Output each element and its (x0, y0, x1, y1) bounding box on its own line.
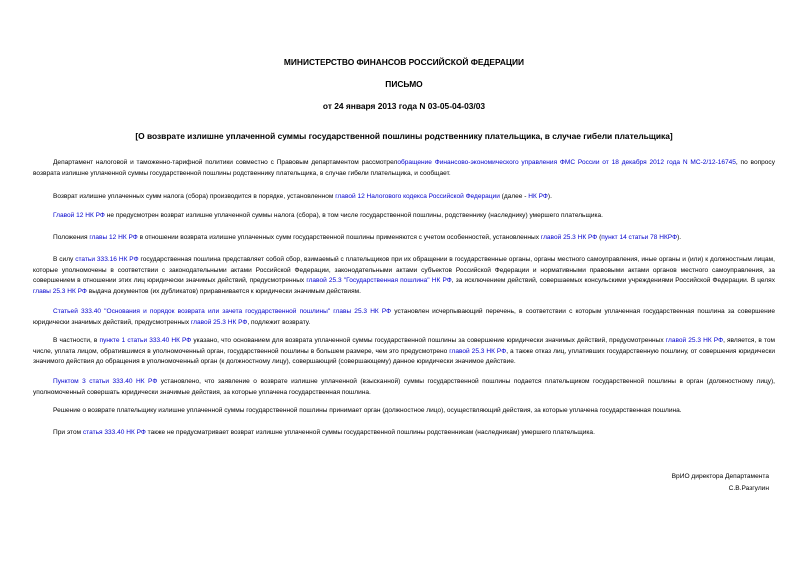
paragraph-10 (33, 428, 775, 439)
paragraph-6 (33, 307, 775, 328)
p4-text-4: ). (677, 234, 682, 241)
p7-text-4: , а также отказ лиц, уплативших государственную пошлину, от совершения юридически значимого действия до обращения в уполномоченный орган (к должностному лицу), совершающий (совершающему) данное юридически значимое действие. (33, 347, 775, 366)
p5-text-2: государственная пошлина представляет собой сбор, взимаемый с плательщиков при их обращении в государственные органы, органы местного самоуправления, иные органы и (или) к должностным лицам, которые уполномочены в соответствии с законодательными актами Российской Федерации, законодательными актами субъектов Российской Федерации и нормативными правовыми актами органов местного самоуправления, за совершением в отношении этих лиц юридически значимых действий, предусмотренных (33, 256, 776, 285)
p8-link-point-3-article-333-40[interactable]: Пунктом 3 статьи 333.40 НК РФ (53, 378, 158, 385)
p4-link-chapter-25-3[interactable]: главой 25.3 НК РФ (540, 234, 598, 241)
p4-text-1: Положения (53, 234, 90, 241)
paragraph-8 (33, 377, 775, 398)
letter-page (33, 0, 775, 571)
p2-link-chapter-12[interactable]: главой 12 Налогового кодекса Российской Федерации (335, 193, 500, 200)
paragraph-1 (33, 158, 775, 179)
ministry-heading: МИНИСТЕРСТВО ФИНАНСОВ РОССИЙСКОЙ ФЕДЕРАЦИИ (283, 57, 525, 67)
p6-text-2: , подлежит возврату. (247, 318, 311, 326)
p5-link-chapter-25-3[interactable]: главы 25.3 НК РФ (33, 287, 87, 295)
signature-block (672, 471, 769, 494)
p2-text-2: (далее - (499, 193, 529, 200)
p7-link-point-1-article-333-40[interactable]: пункте 1 статьи 333.40 НК РФ (99, 337, 192, 344)
p10-link-article-333-40[interactable]: статья 333.40 НК РФ (82, 429, 146, 436)
p1-text-1: Департамент налоговой и таможенно-тарифной политики совместно с Правовым департаментом рассмотрел (53, 159, 398, 166)
p10-text-1: При этом (53, 429, 83, 436)
p5-text-3: , за исключением действий, совершаемых консульскими учреждениями Российской Федерации. В целях (451, 277, 775, 285)
p2-link-nk-rf[interactable]: НК РФ (528, 193, 548, 200)
p7-link-chapter-25-3-b[interactable]: главой 25.3 НК РФ (449, 347, 507, 355)
p7-link-chapter-25-3-a[interactable]: главой 25.3 НК РФ (665, 337, 724, 344)
p6-link-chapter-25-3[interactable]: главой 25.3 НК РФ (190, 318, 248, 326)
p1-link-appeal[interactable]: обращение Финансово-экономического управления ФМС России от 18 декабря 2012 года N МС-2/12-16745 (397, 159, 736, 166)
document-subject: [О возврате излишне уплаченной суммы государственной пошлины родственнику плательщика, в случае гибели плательщика] (135, 131, 673, 141)
document-date-number: от 24 января 2013 года N 03-05-04-03/03 (322, 101, 486, 111)
p4-link-chapter-12[interactable]: главы 12 НК РФ (89, 234, 138, 241)
p10-text-2: также не предусматривает возврат излишне уплаченной суммы государственной пошлины родственникам (наследникам) умершего плательщика. (145, 429, 595, 436)
p3-text-1: не предусмотрен возврат излишне уплаченной суммы налога (сбора), в том числе государственной пошлины, родственнику (наследнику) умершего плательщика. (104, 212, 603, 219)
signature-position: ВрИО директора Департамента (671, 473, 769, 480)
p9-text-1: Решение о возврате плательщику излишне уплаченной суммы государственной пошлины принимает орган (должностное лицо), осуществляющий действия, за которые уплачена государственная пошлина. (53, 407, 682, 414)
p2-text-3: ). (547, 193, 552, 200)
p7-text-2: указано, что основанием для возврата уплаченной суммы государственной пошлины за совершение юридически значимых действий, предусмотренных (191, 337, 666, 344)
paragraph-7 (33, 336, 775, 368)
p1-text-2: , по вопросу возврата излишне уплаченной суммы государственной пошлины родственнику плательщика, в случае гибели плательщика, и сообщает. (33, 159, 775, 177)
document-type: ПИСЬМО (385, 79, 423, 89)
p3-link-chapter-12[interactable]: Главой 12 НК РФ (53, 212, 105, 219)
p4-text-3: ( (597, 234, 602, 241)
paragraph-3 (33, 211, 775, 222)
p8-text-1: установлено, что заявление о возврате излишне уплаченной (взысканной) суммы государственной пошлины подается плательщиком государственной пошлины в орган (должностному лицу), уполномоченный совершать юридически значимые действия, за которые уплачена государственная пошлина. (33, 378, 776, 396)
p5-link-chapter-25-3-title[interactable]: главой 25.3 "Государственная пошлина" НК РФ (306, 277, 452, 285)
p6-link-article-333-40[interactable]: Статьей 333.40 "Основания и порядок возврата или зачета государственной пошлины" главы 25.3 НК РФ (53, 308, 392, 315)
p2-text-1: Возврат излишне уплаченных сумм налога (сбора) производится в порядке, установленном (53, 193, 336, 200)
paragraph-9 (33, 406, 775, 417)
paragraph-5 (33, 255, 775, 297)
p5-link-article-333-16[interactable]: статьи 333.16 НК РФ (75, 256, 139, 263)
signature-name: С.В.Разгулин (728, 484, 769, 492)
p4-text-2: в отношении возврата излишне уплаченных сумм государственной пошлины применяются с учетом особенностей, установленных (137, 234, 541, 241)
p6-text-1: установлен исчерпывающий перечень, в соответствии с которым уплаченная государственная пошлина за совершение юридически значимых действий, предусмотренных (33, 308, 775, 326)
paragraph-2 (33, 192, 775, 203)
p5-text-1: В силу (53, 256, 76, 263)
p4-link-article-78[interactable]: пункт 14 статьи 78 НКРФ (601, 234, 678, 241)
p5-text-4: выдача документов (их дубликатов) приравнивается к юридически значимым действиям. (86, 287, 361, 295)
p7-text-3: , является, в том числе, уплата лицом, обратившимся в уполномоченный орган, государственной пошлины в большем размере, чем это предусмотрено (33, 337, 775, 355)
paragraph-4 (33, 233, 775, 244)
p7-text-1: В частности, в (53, 337, 100, 344)
